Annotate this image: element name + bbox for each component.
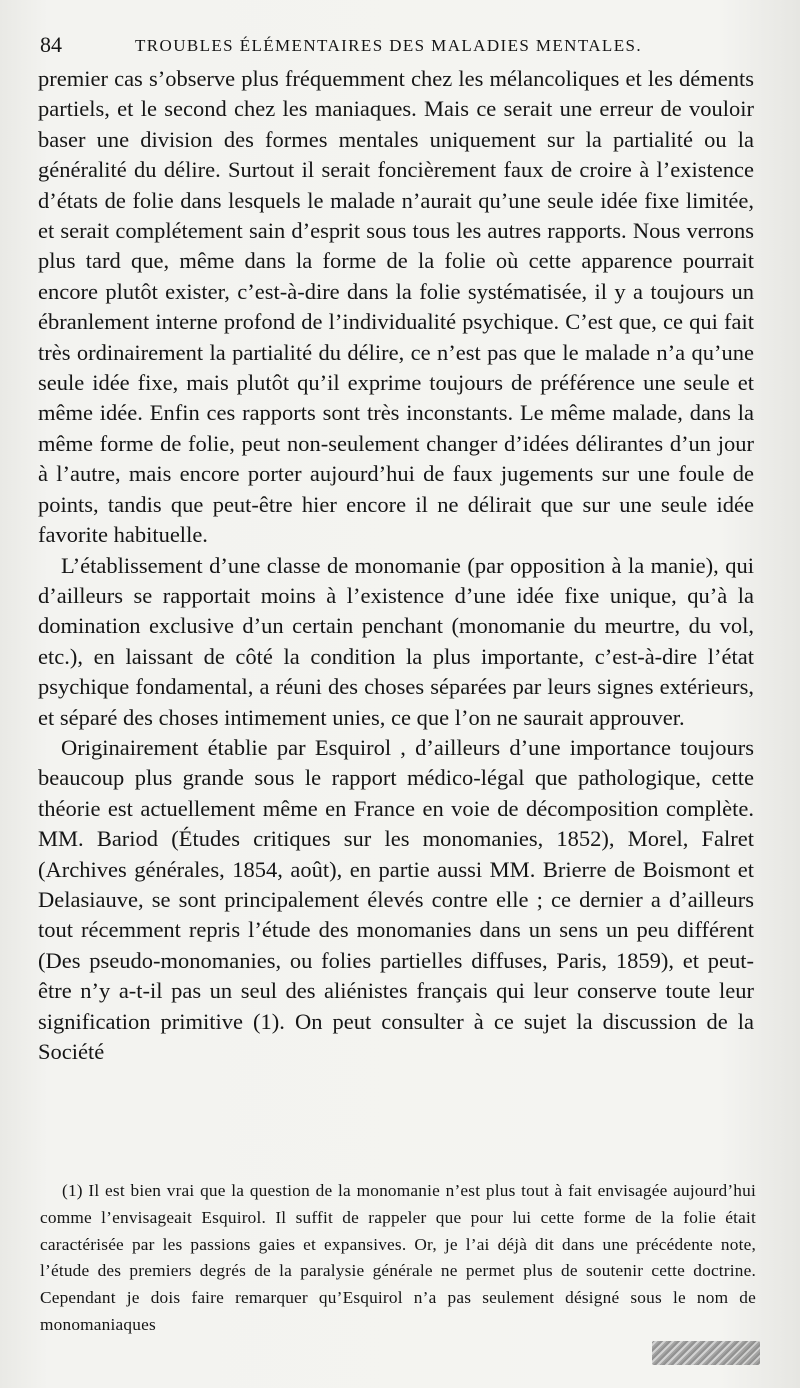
library-stamp: [652, 1341, 760, 1365]
footnote-text: (1) Il est bien vrai que la question de la monomanie n’est plus tout à fait envisagée aujourd’hui comme l’envisageait Esquirol. Il suffit de rappeler que pour lui cette forme de la folie était caractérisée par les passions gaies et expansives. Or, je l’ai déjà dit dans une précédente note, l’étude des premiers degrés de la paralysie générale ne permet plus de soutenir cette doctrine. Cependant je dois faire remarquer qu’Esquirol n’a pas seulement désigné sous le nom de monomaniaques: [40, 1181, 756, 1334]
paragraph-esquirol-theory: Originairement établie par Esquirol , d’ailleurs d’une importance toujours beaucoup plus grande sous le rapport médico-légal que pathologique, cette théorie est actuellement même en France en voie de décomposition complète. MM. Bariod (Études critiques sur les monomanies, 1852), Morel, Falret (Archives générales, 1854, août), en partie aussi MM. Brierre de Boismont et Delasiauve, se sont principalement élevés contre elle ; ce dernier a d’ailleurs tout récemment repris l’étude des monomanies dans un sens un peu différent (Des pseudo-monomanies, ou folies partielles diffuses, Paris, 1859), et peut-être n’y a-t-il pas un seul des aliénistes français qui leur conserve toute leur signification primitive (1). On peut consulter à ce sujet la discussion de la Société: [38, 734, 754, 1064]
main-text: [38, 64, 754, 1067]
running-title: TROUBLES ÉLÉMENTAIRES DES MALADIES MENTALES.: [135, 36, 643, 55]
paragraph-monomania-class: L’établissement d’une classe de monomanie (par opposition à la manie), qui d’ailleurs se rapportait moins à l’existence d’une idée fixe unique, qu’à la domination exclusive d’un certain penchant (monomanie du meurtre, du vol, etc.), en laissant de côté la condition la plus importante, c’est-à-dire l’état psychique fondamental, a réuni des choses séparées par leurs signes extérieurs, et séparé des choses intimement unies, ce que l’on ne saurait approuver.: [38, 552, 754, 730]
page-number: 84: [40, 32, 62, 57]
paragraph-continuation: premier cas s’observe plus fréquemment chez les mélancoliques et les déments partiels, et le second chez les maniaques. Mais ce serait une erreur de vouloir baser une division des formes mentales uniquement sur la partialité ou la généralité du délire. Surtout il serait foncièrement faux de croire à l’existence d’états de folie dans lesquels le malade n’aurait qu’une seule idée fixe limitée, et serait complétement sain d’esprit sous tous les autres rapports. Nous verrons plus tard que, même dans la forme de la folie où cette apparence pourrait encore plutôt exister, c’est-à-dire dans la folie systématisée, il y a toujours un ébranlement interne profond de l’individualité psychique. C’est que, ce qui fait très ordinairement la partialité du délire, ce n’est pas que le malade n’a qu’une seule idée fixe, mais plutôt qu’il exprime toujours de préférence une seule et même idée. Enfin ces rapports sont très inconstants. Le même malade, dans la même forme de folie, peut non-seulement changer d’idées délirantes d’un jour à l’autre, mais encore porter aujourd’hui de faux jugements sur une foule de points, tandis que peut-être hier encore il ne délirait que sur une seule idée favorite habituelle.: [38, 66, 754, 548]
page-header: [40, 32, 760, 62]
footnote-block: [40, 1178, 756, 1339]
